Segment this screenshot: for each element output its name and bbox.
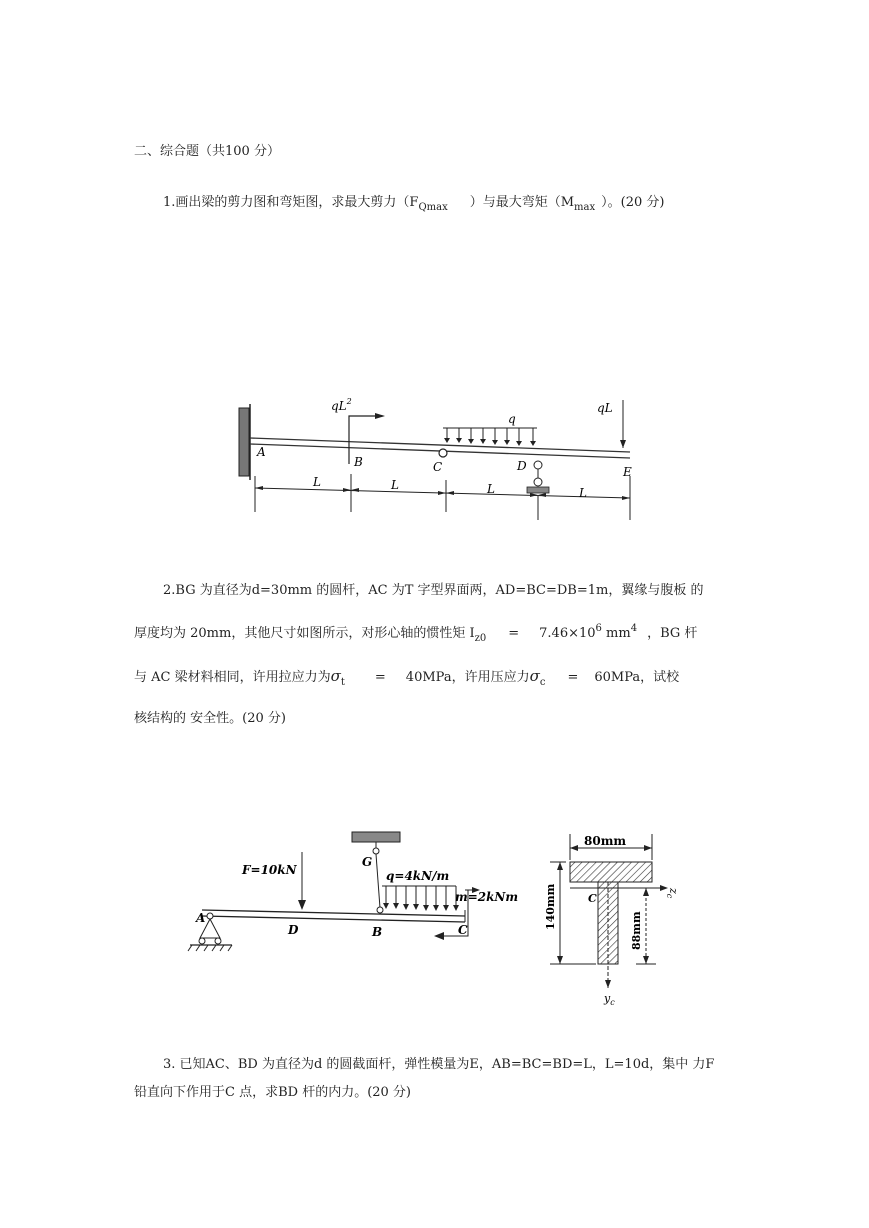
q1-sub-fqmax: Qmax (418, 202, 448, 213)
q1-beam-figure (225, 390, 645, 530)
q1-label-d: D (517, 459, 527, 473)
q2-sigma-t-sub: t (340, 677, 345, 688)
q1-sub-mmax: max (574, 202, 596, 213)
q1-text-a: 1.画出梁的剪力图和弯矩图，求最大剪力（F (163, 195, 419, 210)
q2-line3-c: 40MPa，许用压应力 (405, 670, 530, 685)
q1-label-e: E (623, 465, 632, 479)
q3-line2: 铅直向下作用于C 点，求BD 杆的内力。(20 分) (134, 1085, 412, 1100)
q2-sigma-t: σ (330, 667, 341, 685)
q2-label-c: C (458, 923, 468, 937)
q2-beam-figure (180, 818, 519, 978)
q2-section-yc: $y_c$ (604, 992, 615, 1007)
q1-dim-2: L (391, 478, 399, 492)
section-title: 二、综合题（共100 分） (134, 144, 280, 159)
q2-section-figure (540, 826, 690, 1006)
q2-section-width: 80mm (584, 834, 627, 848)
q2-line4: 核结构的 安全性。(20 分) (134, 711, 286, 726)
q1-dim-3: L (487, 482, 495, 496)
q2-line2 (134, 625, 697, 644)
q2-eq3: = (567, 670, 579, 685)
q2-unit: mm (601, 626, 631, 641)
q2-section-zc: $z_c$ (665, 888, 680, 899)
q2-exp1: 6 (595, 623, 602, 634)
q2-label-b: B (372, 925, 383, 939)
q1-text-c: ）。(20 分) (601, 195, 665, 210)
q2-line3-e: 60MPa，试校 (594, 670, 680, 685)
q1-dim-4: L (579, 486, 587, 500)
q2-dist-label: q=4kN/m (386, 869, 450, 883)
q2-force-label: F=10kN (242, 863, 297, 877)
q1-text (163, 194, 664, 213)
q2-iz0-sub: z0 (474, 633, 487, 644)
q2-iz-value: 7.46×10 (539, 626, 596, 641)
q1-dist-load-label: q (508, 412, 516, 426)
q3-line1: 3. 已知AC、BD 为直径为d 的圆截面杆，弹性模量为E，AB=BC=BD=L，L=10d，集中 力F (163, 1057, 715, 1072)
q2-line3-a: 与 AC 梁材料相同，许用拉应力为 (134, 670, 331, 685)
q2-label-a: A (196, 911, 206, 925)
q2-line2-a: 厚度均为 20mm，其他尺寸如图所示，对形心轴的惯性矩 I (134, 626, 475, 641)
q2-exp2: 4 (630, 623, 638, 634)
q2-eq1: = (508, 626, 520, 641)
q1-dim-1: L (313, 475, 321, 489)
q2-line3 (134, 667, 679, 688)
q2-eq2: = (374, 670, 386, 685)
q2-section-offset: 88mm (630, 911, 643, 950)
q1-moment-label: $qL^2$ (331, 397, 352, 413)
q1-label-c: C (433, 460, 443, 474)
q2-section-height: 140mm (544, 883, 557, 930)
q2-line1: 2.BG 为直径为d=30mm 的圆杆，AC 为T 字型界面两，AD=BC=DB=1m，翼缘与腹板 的 (163, 583, 704, 598)
q2-label-g: G (362, 855, 373, 869)
q1-label-a: A (257, 445, 266, 459)
q1-label-b: B (354, 455, 363, 469)
q2-moment-label: m=2kNm (455, 890, 519, 904)
q2-line2-e: ，BG 杆 (647, 626, 698, 641)
q2-sigma-c-sub: c (539, 677, 546, 688)
q1-point-load-label: qL (597, 401, 613, 415)
q1-text-b: ）与最大弯矩（M (469, 195, 575, 210)
q2-label-d: D (288, 923, 299, 937)
q2-section-centroid: C (588, 892, 597, 905)
q2-sigma-c: σ (529, 667, 540, 685)
